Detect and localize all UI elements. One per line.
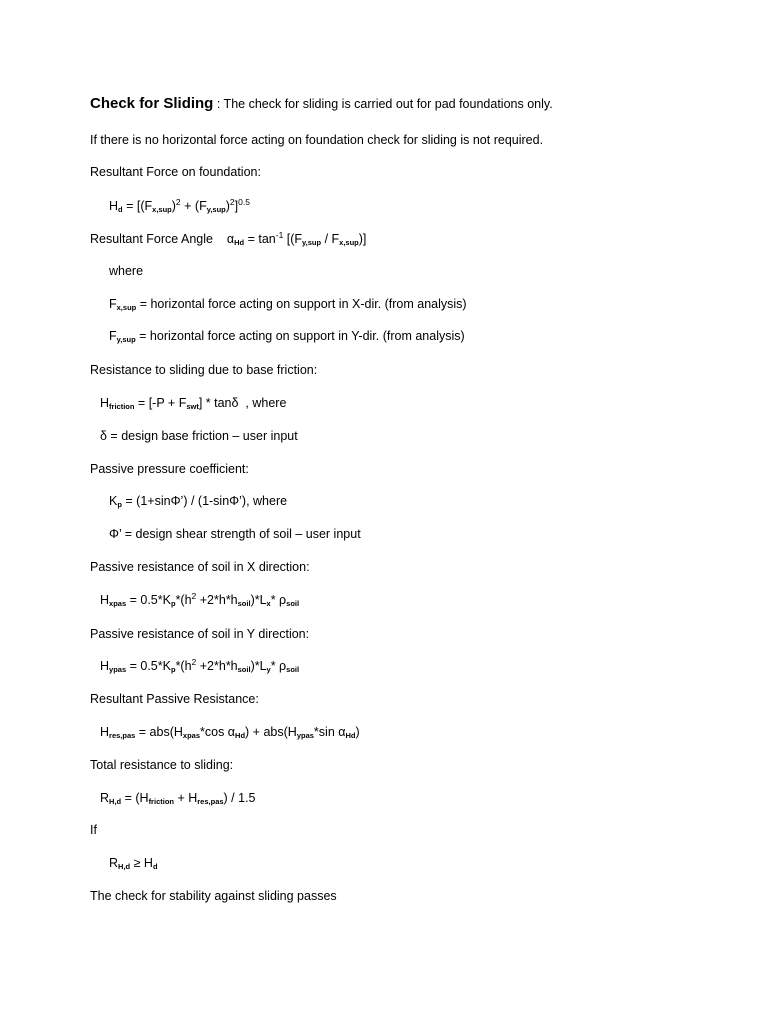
phi-definition: Φ’ = design shear strength of soil – user input xyxy=(109,527,361,541)
passive-y-formula: $H_{ypas} = 0.5*K_p*(h^2 +2*h*h_{soil})*L_y*$ $\rho_{soil}$ xyxy=(100,657,300,674)
section-heading xyxy=(90,96,553,112)
resultant-force-label: Resultant Force on foundation: xyxy=(90,165,261,179)
passive-x-formula: $H_{xpas} = 0.5*K_p*(h^2 +2*h*h_{soil})*L_x*$ $\rho_{soil}$ xyxy=(100,591,300,608)
intro-paragraph: If there is no horizontal force acting on foundation check for sliding is not required. xyxy=(90,133,544,147)
fx-definition: $F_{x,sup}$ = horizontal force acting on support in X-dir. (from analysis) xyxy=(109,297,467,312)
passive-x-label: Passive resistance of soil in X direction: xyxy=(90,560,310,574)
heading-title: Check for Sliding xyxy=(90,95,214,112)
passive-coefficient-formula: $K_p$ = (1+sinΦ’) / (1-sinΦ’), where xyxy=(109,494,288,509)
fy-definition: $F_{y,sup}$ = horizontal force acting on support in Y-dir. (from analysis) xyxy=(109,329,465,344)
resultant-force-formula: $H_d = [(F_{x,sup})^2 + (F_{y,sup})^2]^{0.5}$ xyxy=(109,197,250,214)
resultant-angle-formula: Resultant Force Angle $\alpha_{Hd} = \tan^{-1} [(F_{y,sup} / F_{x,sup})]$ xyxy=(90,230,367,247)
if-label: If xyxy=(90,823,97,837)
total-resistance-label: Total resistance to sliding: xyxy=(90,758,234,772)
conclusion-text: The check for stability against sliding passes xyxy=(90,889,337,903)
base-friction-formula: $H_{friction} = [-P + F_{swt}] * \tan\delta$ , where xyxy=(100,396,287,411)
passive-coefficient-label: Passive pressure coefficient: xyxy=(90,462,249,476)
condition-formula: $R_{H,d} \ge H_d$ xyxy=(109,856,158,871)
total-resistance-formula: $R_{H,d} = (H_{friction} + H_{res,pas}) / 1.5$ xyxy=(100,791,256,806)
resultant-passive-label: Resultant Passive Resistance: xyxy=(90,692,259,706)
passive-y-label: Passive resistance of soil in Y direction: xyxy=(90,627,310,641)
delta-definition: δ = design base friction – user input xyxy=(100,429,298,443)
where-label: where xyxy=(109,264,144,278)
heading-description: : The check for sliding is carried out for pad foundations only. xyxy=(213,97,553,111)
base-friction-label: Resistance to sliding due to base friction: xyxy=(90,363,318,377)
resultant-passive-formula: $H_{res,pas} = abs(H_{xpas}*\cos$ $\alpha_{Hd}) + abs(H_{ypas}*\sin$ $\alpha_{Hd}$) xyxy=(100,725,360,740)
